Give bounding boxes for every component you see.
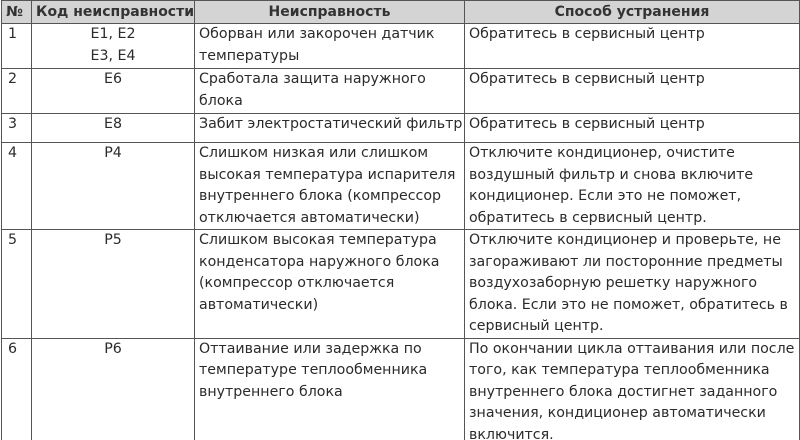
remedy-cell	[465, 230, 800, 339]
fault-line: конденсатора наружного блока	[199, 253, 440, 270]
fault-code-line: P6	[104, 340, 122, 357]
fault-code-cell	[32, 114, 195, 143]
remedy-line: Обратитесь в сервисный центр	[469, 71, 705, 87]
fault-description-cell	[195, 114, 465, 143]
fault-code-line: E3, E4	[90, 47, 136, 64]
fault-line: Оттаивание или задержка по	[199, 340, 422, 357]
remedy-line: кондиционер. Если это не поможет,	[469, 188, 742, 204]
fault-line: Сработала защита наружного	[199, 71, 426, 87]
fault-line: (компрессор отключается	[199, 275, 395, 291]
fault-line: внутреннего блока	[199, 383, 343, 400]
fault-codes-table	[1, 0, 800, 440]
fault-description-cell	[195, 338, 465, 440]
fault-code-line: P4	[104, 145, 122, 161]
table-body	[2, 24, 800, 440]
header-remedy: Способ устранения	[465, 1, 800, 24]
table-row	[2, 69, 800, 114]
remedy-line: включится.	[469, 426, 554, 440]
remedy-line: воздушный фильтр и снова включите	[469, 166, 754, 183]
fault-code-cell	[32, 230, 195, 339]
fault-description-cell	[195, 230, 465, 339]
fault-line: Слишком низкая или слишком	[199, 145, 429, 161]
remedy-line: воздухозаборную решетку наружного	[469, 275, 758, 291]
row-number: 2	[2, 69, 32, 114]
remedy-cell	[465, 114, 800, 143]
fault-description-cell	[195, 24, 465, 69]
table-row	[2, 338, 800, 440]
fault-line: Оборван или закорочен датчик	[199, 26, 435, 42]
fault-line: температуре теплообменника	[199, 362, 428, 378]
remedy-cell	[465, 338, 800, 440]
fault-description-cell	[195, 69, 465, 114]
table-row	[2, 230, 800, 339]
fault-code-cell	[32, 143, 195, 230]
remedy-line: Отключите кондиционер, очистите	[469, 145, 735, 161]
table-row	[2, 24, 800, 69]
header-row	[2, 1, 800, 24]
remedy-line: сервисный центр.	[469, 318, 604, 334]
fault-line: температуры	[199, 47, 300, 64]
remedy-line: Отключите кондиционер и проверьте, не	[469, 232, 781, 248]
fault-line: высокая температура испарителя	[199, 166, 456, 183]
fault-line: Слишком высокая температура	[199, 232, 437, 248]
row-number: 4	[2, 143, 32, 230]
fault-code-line: E1, E2	[90, 26, 136, 42]
table-row	[2, 114, 800, 143]
remedy-cell	[465, 24, 800, 69]
fault-line: Забит электростатический фильтр	[199, 116, 463, 132]
remedy-line: Обратитесь в сервисный центр	[469, 26, 705, 42]
fault-code-line: E6	[104, 71, 122, 87]
header-number: №	[2, 1, 32, 24]
table-row	[2, 143, 800, 230]
fault-code-cell	[32, 24, 195, 69]
remedy-line: По окончании цикла оттаивания или после	[469, 340, 795, 357]
remedy-cell	[465, 143, 800, 230]
remedy-line: обратитесь в сервисный центр.	[469, 209, 707, 226]
remedy-line: внутреннего блока достигнет заданного	[469, 383, 778, 400]
fault-description-cell	[195, 143, 465, 230]
row-number: 5	[2, 230, 32, 339]
remedy-line: того, как температура теплообменника	[469, 362, 770, 378]
remedy-line: Обратитесь в сервисный центр	[469, 116, 705, 132]
remedy-line: загораживают ли посторонние предметы	[469, 253, 783, 270]
header-fault-code: Код неисправности	[32, 1, 195, 24]
row-number: 3	[2, 114, 32, 143]
row-number: 6	[2, 338, 32, 440]
fault-line: блока	[199, 92, 243, 109]
remedy-line: значения, кондиционер автоматически	[469, 405, 766, 421]
fault-code-line: P5	[104, 232, 122, 248]
row-number: 1	[2, 24, 32, 69]
remedy-line: блока. Если это не поможет, обратитесь в	[469, 296, 788, 313]
fault-code-cell	[32, 338, 195, 440]
fault-line: отключается автоматически)	[199, 209, 420, 226]
remedy-cell	[465, 69, 800, 114]
fault-code-line: E8	[104, 116, 122, 132]
fault-code-cell	[32, 69, 195, 114]
fault-line: автоматически)	[199, 296, 319, 313]
fault-line: внутреннего блока (компрессор	[199, 188, 442, 204]
header-fault: Неисправность	[195, 1, 465, 24]
table-header	[2, 1, 800, 24]
